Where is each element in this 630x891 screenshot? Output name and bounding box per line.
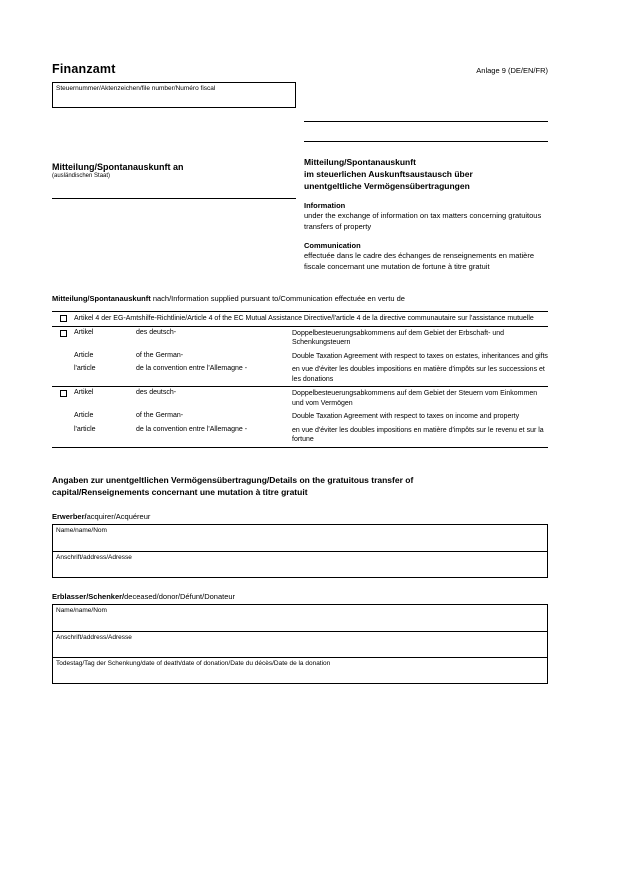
communication-heading: Communication [304,241,361,250]
treaty-line [74,387,548,410]
treaty-middle-fr: de la convention entre l'Allemagne - [136,425,248,433]
deceased-address-label: Anschrift/address/Adresse [56,633,132,641]
details-heading-line1: Angaben zur unentgeltlichen Vermögensübertragung/Details on the gratuitous transfer of [52,474,414,485]
details-heading [52,474,548,498]
table-row[interactable] [52,312,548,326]
deceased-label [52,592,548,601]
foreign-state-input-line[interactable] [52,198,296,199]
form-main-title-line2: im steuerlichen Auskunftsaustausch über [304,169,473,179]
treaty-right-fr: en vue d'éviter les doubles impositions en matière d'impôts sur le revenu et sur la fortune [292,426,544,443]
document-header [52,62,548,76]
treaty-right-de: Doppelbesteuerungsabkommens auf dem Gebiet der Steuern vom Einkommen und vom Vermögen [292,390,538,407]
treaty-article-en: Article [74,351,94,359]
information-text: under the exchange of information on tax matters concerning gratuitous transfers of property [304,211,542,231]
treaty-right-de: Doppelbesteuerungsabkommens auf dem Gebiet der Erbschaft- und Schenkungsteuern [292,329,505,346]
checkbox-cell[interactable] [52,387,74,397]
header-left-column [52,82,296,272]
treaty-article-fr: l'article [74,365,96,372]
pursuant-to-bold: Mitteilung/Spontanauskunft [52,294,151,303]
communication-section [304,241,548,272]
deceased-fields [52,604,548,684]
treaty-right-en: Double Taxation Agreement with respect to taxes on income and property [292,413,520,420]
treaty-middle-fr: de la convention entre l'Allemagne - [136,365,248,372]
tax-number-field[interactable] [52,82,296,108]
legal-basis-table [52,311,548,448]
checkbox-directive[interactable] [60,315,67,322]
checkbox-cell[interactable] [52,327,74,337]
deceased-name-field[interactable] [53,605,547,631]
form-main-title-line3: unentgeltliche Vermögensübertragungen [304,181,470,191]
deceased-label-rest: deceased/donor/Défunt/Donateur [124,591,236,601]
tax-number-label: Steuernummer/Aktenzeichen/file number/Numéro fiscal [56,85,216,92]
communication-text: effectuée dans le cadre des échanges de renseignements en matière fiscale concernant une mutation de fortune à titre gratuit [304,251,535,271]
treaty-article-de: Artikel [74,389,94,396]
checkbox-income-treaty[interactable] [60,390,67,397]
pursuant-to-rest: nach/Information supplied pursuant to/Communication effectuée en vertu de [150,294,405,303]
details-heading-line2: capital/Renseignements concernant une mutation à titre gratuit [52,486,308,497]
right-rule-top [304,121,548,122]
acquirer-address-field[interactable] [53,551,547,577]
right-rule-bottom [304,141,548,142]
form-main-title-line1: Mitteilung/Spontanauskunft [304,157,416,167]
treaty-right-fr: en vue d'éviter les doubles impositions en matière d'impôts sur les successions et les donations [292,366,545,383]
acquirer-name-label: Name/name/Nom [56,526,107,534]
acquirer-label [52,512,548,521]
page-title: Finanzamt [52,62,116,76]
acquirer-label-bold: Erwerber/ [52,511,87,521]
treaty-line [74,424,548,447]
treaty-article-en: Article [74,412,94,419]
form-main-title [304,156,548,192]
treaty-article-de: Artikel [74,328,94,336]
directive-text: Artikel 4 der EG-Amtshilfe-Richtlinie/Article 4 of the EC Mutual Assistance Directive/l'article 4 de la directive communautaire sur l'assistance mutuelle [74,315,534,322]
information-section [304,201,548,232]
acquirer-fields [52,524,548,578]
information-heading: Information [304,201,346,210]
deceased-label-bold: Erblasser/Schenker/ [52,591,125,601]
treaty-line [74,363,548,386]
annex-label: Anlage 9 (DE/EN/FR) [476,66,548,75]
deceased-date-label: Todestag/Tag der Schenkung/date of death/date of donation/Date du décès/Date de la donation [56,659,331,667]
header-columns [52,82,548,272]
treaty-line [74,350,548,364]
inheritance-treaty-block [74,327,548,387]
checkbox-inheritance-treaty[interactable] [60,330,67,337]
checkbox-cell[interactable] [52,312,74,322]
treaty-right-en: Double Taxation Agreement with respect to taxes on estates, inheritances and gifts [292,352,548,360]
notification-to-sublabel: (ausländischen Staat) [52,173,111,179]
treaty-middle-en: of the German- [136,412,184,419]
form-sheet [52,62,548,684]
table-row[interactable] [52,326,548,387]
treaty-middle-en: of the German- [136,351,184,359]
treaty-middle-de: des deutsch- [136,328,177,336]
notification-to-label: Mitteilung/Spontanauskunft an [52,162,184,172]
table-row[interactable] [52,386,548,447]
income-treaty-block [74,387,548,447]
treaty-line [74,327,548,350]
deceased-address-field[interactable] [53,631,547,657]
deceased-name-label: Name/name/Nom [56,606,107,614]
treaty-article-fr: l'article [74,425,96,433]
pursuant-to-line [52,294,548,303]
acquirer-address-label: Anschrift/address/Adresse [56,553,132,561]
acquirer-name-field[interactable] [53,525,547,551]
treaty-middle-de: des deutsch- [136,389,177,396]
treaty-line [74,410,548,424]
acquirer-label-rest: acquirer/Acquéreur [86,511,151,521]
header-right-column [304,82,548,272]
deceased-date-field[interactable] [53,657,547,683]
